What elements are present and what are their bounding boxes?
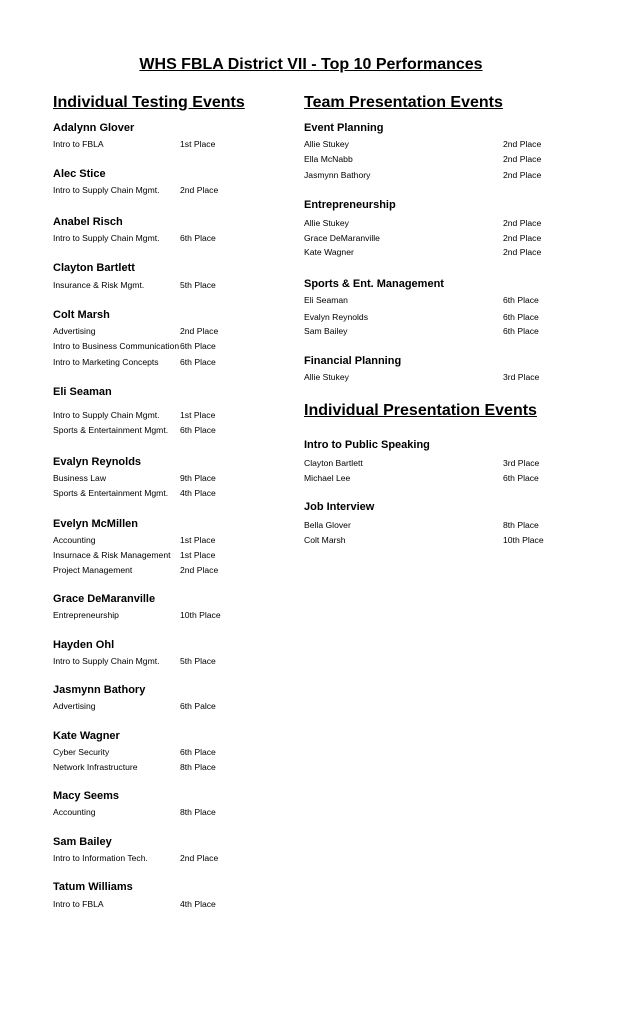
member-name: Allie Stukey bbox=[304, 372, 349, 382]
placement: 6th Place bbox=[503, 473, 539, 483]
member-name: Evalyn Reynolds bbox=[304, 312, 369, 322]
event-name: Cyber Security bbox=[53, 747, 110, 757]
person-name: Jasmynn Bathory bbox=[53, 684, 146, 696]
page-title: WHS FBLA District VII - Top 10 Performances bbox=[139, 56, 483, 73]
member-name: Ella McNabb bbox=[304, 154, 353, 164]
event-name: Entrepreneurship bbox=[53, 610, 119, 620]
placement: 6th Place bbox=[503, 295, 539, 305]
individual-testing-heading: Individual Testing Events bbox=[53, 94, 245, 111]
member-name: Kate Wagner bbox=[304, 247, 354, 257]
placement: 1st Place bbox=[180, 550, 216, 560]
event-name: Intro to FBLA bbox=[53, 139, 104, 149]
placement: 8th Place bbox=[503, 520, 539, 530]
placement: 2nd Place bbox=[180, 185, 219, 195]
placement: 6th Place bbox=[180, 233, 216, 243]
placement: 10th Place bbox=[503, 535, 544, 545]
placement: 6th Place bbox=[503, 312, 539, 322]
person-name: Evalyn Reynolds bbox=[53, 456, 142, 468]
person-name: Clayton Bartlett bbox=[53, 262, 135, 274]
placement: 3rd Place bbox=[503, 458, 540, 468]
placement: 2nd Place bbox=[503, 218, 542, 228]
member-name: Colt Marsh bbox=[304, 535, 346, 545]
person-name: Adalynn Glover bbox=[53, 122, 135, 134]
person-name: Macy Seems bbox=[53, 790, 120, 802]
person-name: Hayden Ohl bbox=[53, 639, 115, 651]
placement: 2nd Place bbox=[503, 247, 542, 257]
event-name: Advertising bbox=[53, 701, 96, 711]
event-name: Project Management bbox=[53, 565, 133, 575]
event-name: Business Law bbox=[53, 473, 107, 483]
event-title: Sports & Ent. Management bbox=[304, 278, 444, 290]
event-title: Event Planning bbox=[304, 122, 384, 134]
placement: 2nd Place bbox=[503, 170, 542, 180]
person-name: Evelyn McMillen bbox=[53, 518, 138, 530]
team-presentation-heading: Team Presentation Events bbox=[304, 94, 503, 111]
placement: 5th Place bbox=[180, 280, 216, 290]
placement: 4th Place bbox=[180, 488, 216, 498]
placement: 6th Palce bbox=[180, 701, 216, 711]
placement: 4th Place bbox=[180, 899, 216, 909]
placement: 6th Place bbox=[180, 341, 216, 351]
event-name: Intro to Supply Chain Mgmt. bbox=[53, 410, 160, 420]
member-name: Allie Stukey bbox=[304, 139, 349, 149]
person-name: Tatum Williams bbox=[53, 881, 133, 893]
event-title: Job Interview bbox=[304, 501, 375, 513]
event-title: Entrepreneurship bbox=[304, 199, 396, 211]
placement: 1st Place bbox=[180, 535, 216, 545]
event-name: Sports & Entertainment Mgmt. bbox=[53, 425, 169, 435]
event-name: Insurnace & Risk Management bbox=[53, 550, 171, 560]
event-name: Intro to Marketing Concepts bbox=[53, 357, 159, 367]
event-name: Sports & Entertainment Mgmt. bbox=[53, 488, 169, 498]
event-name: Intro to Business Communication bbox=[53, 341, 179, 351]
person-name: Alec Stice bbox=[53, 168, 106, 180]
placement: 6th Place bbox=[180, 747, 216, 757]
placement: 8th Place bbox=[180, 762, 216, 772]
placement: 8th Place bbox=[180, 807, 216, 817]
placement: 2nd Place bbox=[503, 154, 542, 164]
event-name: Intro to Supply Chain Mgmt. bbox=[53, 656, 160, 666]
placement: 10th Place bbox=[180, 610, 221, 620]
member-name: Eli Seaman bbox=[304, 295, 348, 305]
event-name: Intro to FBLA bbox=[53, 899, 104, 909]
placement: 2nd Place bbox=[180, 326, 219, 336]
placement: 2nd Place bbox=[180, 853, 219, 863]
member-name: Bella Glover bbox=[304, 520, 351, 530]
person-name: Kate Wagner bbox=[53, 730, 120, 742]
placement: 6th Place bbox=[180, 357, 216, 367]
event-name: Network Infrastructure bbox=[53, 762, 138, 772]
event-title: Intro to Public Speaking bbox=[304, 439, 430, 451]
person-name: Colt Marsh bbox=[53, 309, 110, 321]
event-name: Insurance & Risk Mgmt. bbox=[53, 280, 145, 290]
member-name: Clayton Bartlett bbox=[304, 458, 363, 468]
person-name: Eli Seaman bbox=[53, 386, 112, 398]
placement: 3rd Place bbox=[503, 372, 540, 382]
placement: 6th Place bbox=[180, 425, 216, 435]
member-name: Jasmynn Bathory bbox=[304, 170, 371, 180]
placement: 5th Place bbox=[180, 656, 216, 666]
member-name: Michael Lee bbox=[304, 473, 351, 483]
placement: 1st Place bbox=[180, 410, 216, 420]
person-name: Sam Bailey bbox=[53, 836, 112, 848]
event-name: Accounting bbox=[53, 535, 96, 545]
person-name: Grace DeMaranville bbox=[53, 593, 156, 605]
event-name: Intro to Information Tech. bbox=[53, 853, 148, 863]
event-name: Accounting bbox=[53, 807, 96, 817]
member-name: Allie Stukey bbox=[304, 218, 349, 228]
event-name: Intro to Supply Chain Mgmt. bbox=[53, 185, 160, 195]
event-name: Intro to Supply Chain Mgmt. bbox=[53, 233, 160, 243]
placement: 2nd Place bbox=[180, 565, 219, 575]
member-name: Grace DeMaranville bbox=[304, 233, 380, 243]
placement: 1st Place bbox=[180, 139, 216, 149]
placement: 2nd Place bbox=[503, 139, 542, 149]
placement: 2nd Place bbox=[503, 233, 542, 243]
placement: 6th Place bbox=[503, 326, 539, 336]
member-name: Sam Bailey bbox=[304, 326, 348, 336]
placement: 9th Place bbox=[180, 473, 216, 483]
individual-presentation-heading: Individual Presentation Events bbox=[304, 402, 537, 419]
person-name: Anabel Risch bbox=[53, 216, 123, 228]
event-title: Financial Planning bbox=[304, 355, 402, 367]
event-name: Advertising bbox=[53, 326, 96, 336]
